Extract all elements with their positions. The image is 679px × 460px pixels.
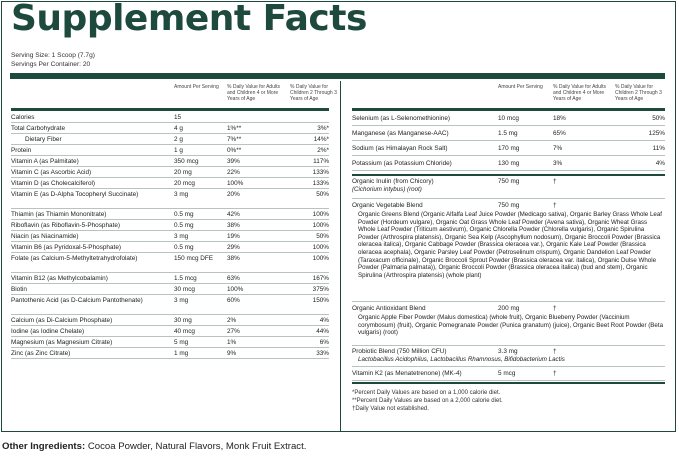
nutrient-row: [11, 284, 329, 295]
nutrient-name: Sodium (as Himalayan Rock Salt): [352, 145, 448, 152]
nutrient-amount: 20 mcg: [174, 180, 195, 187]
nutrient-amount: 20 mg: [174, 169, 192, 176]
antioxidant-blend: [352, 304, 665, 346]
nutrient-dv-adult: 3%: [553, 160, 563, 167]
nutrient-row: [11, 209, 329, 220]
nutrient-row: [11, 220, 329, 231]
inulin-amount: 750 mg: [498, 178, 520, 185]
nutrient-name: Vitamin C (as Ascorbic Acid): [11, 169, 92, 176]
nutrient-row: [352, 157, 665, 171]
nutrient-name: Iodine (as Iodine Chelate): [11, 328, 85, 335]
nutrient-amount: 130 mg: [498, 160, 520, 167]
nutrient-amount: 3 mg: [174, 233, 189, 240]
other-ingredients-text: Cocoa Powder, Natural Flavors, Monk Fruit Extract.: [85, 441, 307, 452]
probiotic-description: Lactobacillus Acidophilus, Lactobacillus Rhamnosus, Bifidobacterium Lactis: [358, 356, 565, 363]
nutrient-amount: 1.5 mcg: [174, 275, 197, 282]
supplement-facts-panel: [1, 1, 676, 432]
nutrient-row: [11, 156, 329, 167]
nutrient-dv-adult: 38%: [227, 255, 240, 262]
nutrient-amount: 3 mg: [174, 297, 189, 304]
nutrient-row: [11, 315, 329, 326]
nutrient-dv-child: 100%: [312, 244, 329, 251]
nutrient-name: Folate (as Calcium-5-Methyltetrahydrofolate): [11, 255, 138, 262]
nutrient-amount: 350 mcg: [174, 158, 199, 165]
inulin-name: Organic Inulin (from Chicory): [352, 178, 434, 185]
nutrient-amount: 5 mg: [174, 339, 189, 346]
nutrient-row: [11, 326, 329, 337]
nutrient-dv-child: 14%*: [313, 136, 329, 143]
nutrient-row: [11, 189, 329, 209]
nutrient-dv-adult: 100%: [227, 180, 244, 187]
nutrient-name: Riboflavin (as Riboflavin-5-Phosphate): [11, 222, 121, 229]
header-dv-adult-right: % Daily Value for Adults and Children 4 or More Years of Age: [553, 84, 606, 102]
nutrient-amount: 1 mg: [174, 350, 189, 357]
header-divider-right: [352, 108, 665, 111]
nutrient-row: [352, 112, 665, 126]
nutrient-dv-adult: 2%: [227, 317, 237, 324]
nutrient-dv-child: 133%: [312, 180, 329, 187]
probiotic-name: Probiotic Blend (750 Million CFU): [352, 348, 447, 355]
nutrient-amount: 150 mcg DFE: [174, 255, 214, 262]
nutrient-dv-child: 11%: [652, 145, 665, 152]
nutrient-dv-adult: 65%: [553, 130, 566, 137]
nutrient-dv-adult: 7%: [553, 145, 563, 152]
nutrient-dv-child: 44%: [316, 328, 329, 335]
footnote-2: **Percent Daily Values are based on a 2,000 calorie diet.: [352, 398, 503, 404]
nutrient-dv-child: 3%*: [317, 125, 329, 132]
vegetable-blend-description: Organic Greens Blend (Organic Alfalfa Leaf Juice Powder (Medicago sativa), Organic Barley Grass Whole Leaf Powder (Hordeum vulgare), Organic Oat Grass Whole Leaf Powder (Avena sativa), Organic Wheat Grass Whole Leaf Powder (Triticum aestivum), Organic Chlorella Powder (Chlorella vulgaris), Organic Spirulina Powder (Arthrospira platensis), Organic Sea Kelp (Ascophyllum nodosum), Organic Broccoli Powder (Brassica oleracea italica), Organic Cabbage Powder (Brassica oleracea var.), Organic Kale Leaf Powder (Brassica oleracea acephala), Organic Parsley Leaf Powder (Petroselinum crispum), Organic Dandelion Leaf Powder (Taraxacum officinale), Organic Broccoli Sprout Powder (Brassica oleracea var. italica), Organic Dulse Whole Powder (Palmaria palmata)), Organic Broccoli Powder (Brassica oleracea italica) (bud and stem), Organic Spirulina (Arthrospira platensis) (whole plant): [358, 211, 663, 279]
nutrient-row: [11, 231, 329, 242]
nutrient-row: [11, 123, 329, 134]
nutrient-name: Calories: [11, 114, 35, 121]
inulin-dv: †: [553, 178, 557, 185]
inulin-row: [352, 177, 665, 199]
nutrient-amount: 170 mg: [498, 145, 520, 152]
nutrient-name: Manganese (as Manganese-AAC): [352, 130, 449, 137]
nutrient-name: Vitamin B12 (as Methylcobalamin): [11, 275, 108, 282]
nutrient-amount: 2 g: [174, 136, 183, 143]
nutrient-dv-adult: 7%**: [227, 136, 242, 143]
nutrient-name: Potassium (as Potassium Chloride): [352, 160, 452, 167]
vegetable-blend-name: Organic Vegetable Blend: [352, 202, 423, 209]
nutrient-row: [11, 253, 329, 273]
nutrient-dv-adult: 42%: [227, 211, 240, 218]
servings-per-container: Servings Per Container: 20: [11, 61, 91, 68]
nutrient-dv-adult: 1%**: [227, 125, 242, 132]
nutrient-dv-child: 6%: [319, 339, 329, 346]
nutrient-name: Total Carbohydrate: [11, 125, 65, 132]
vitamin-k2-row: [352, 369, 665, 381]
nutrient-dv-adult: 18%: [553, 115, 566, 122]
antioxidant-blend-name: Organic Antioxidant Blend: [352, 305, 426, 312]
nutrient-dv-child: 375%: [312, 286, 329, 293]
nutrient-dv-child: 150%: [312, 297, 329, 304]
nutrient-dv-child: 50%: [316, 191, 329, 198]
nutrient-dv-adult: 29%: [227, 244, 240, 251]
nutrient-dv-child: 100%: [312, 211, 329, 218]
nutrient-name: Protein: [11, 147, 32, 154]
nutrient-amount: 15: [174, 114, 182, 121]
header-divider: [11, 108, 329, 111]
nutrient-amount: 0.5 mg: [174, 244, 194, 251]
footnote-3: †Daily Value not established.: [352, 406, 429, 412]
nutrient-amount: 30 mcg: [174, 286, 195, 293]
nutrient-dv-child: 4%: [319, 317, 329, 324]
footnote-1: *Percent Daily Values are based on a 1,000 calorie diet.: [352, 390, 501, 396]
header-dv-child: % Daily Value for Children 2 Through 3 Years of Age: [290, 84, 337, 102]
antioxidant-blend-amount: 200 mg: [498, 305, 520, 312]
nutrient-name: Vitamin E (as D-Alpha Tocopheryl Succinate): [11, 191, 139, 198]
nutrient-dv-adult: 20%: [227, 191, 240, 198]
nutrient-row: [11, 134, 329, 145]
nutrient-row: [352, 127, 665, 141]
nutrient-name: Selenium (as L-Selenomethionine): [352, 115, 451, 122]
antioxidant-blend-description: Organic Apple Fiber Powder (Malus domestica) (whole fruit), Organic Blueberry Powder (Vaccinium corymbosum) (fruit), Organic Pomegranate Powder (Punica granatum) (juice), Organic Beet Root Powder (Beta vulgaris) (root): [358, 314, 664, 337]
nutrient-amount: 30 mg: [174, 317, 192, 324]
probiotic-blend: [352, 347, 665, 367]
nutrient-name: Magnesium (as Magnesium Citrate): [11, 339, 113, 346]
nutrient-row: [11, 273, 329, 284]
nutrient-name: Biotin: [11, 286, 27, 293]
nutrient-amount: 1 g: [174, 147, 183, 154]
header-dv-child-right: % Daily Value for Children 2 Through 3 Years of Age: [615, 84, 662, 102]
nutrient-amount: 1.5 mg: [498, 130, 518, 137]
nutrient-row: [11, 112, 329, 123]
nutrient-dv-child: 2%*: [317, 147, 329, 154]
section-divider: [352, 174, 665, 176]
other-ingredients: [2, 441, 306, 452]
nutrient-row: [11, 145, 329, 156]
nutrient-row: [11, 295, 329, 315]
nutrient-dv-adult: 19%: [227, 233, 240, 240]
nutrient-row: [11, 337, 329, 348]
nutrient-dv-adult: 100%: [227, 286, 244, 293]
nutrient-name: Vitamin D (as Cholecalciferol): [11, 180, 96, 187]
column-separator: [340, 81, 341, 432]
nutrient-dv-child: 133%: [312, 169, 329, 176]
nutrient-name: Vitamin B6 (as Pyridoxal-5-Phosphate): [11, 244, 121, 251]
nutrient-dv-child: 167%: [312, 275, 329, 282]
nutrient-dv-adult: 27%: [227, 328, 240, 335]
vegetable-blend: [352, 201, 665, 302]
vegetable-blend-amount: 750 mg: [498, 202, 520, 209]
k2-name: Vitamin K2 (as Menatetrenone) (MK-4): [352, 370, 462, 377]
nutrient-dv-child: 125%: [648, 130, 665, 137]
nutrient-name: Thiamin (as Thiamin Mononitrate): [11, 211, 107, 218]
header-amount: Amount Per Serving: [174, 84, 219, 90]
nutrient-dv-adult: 38%: [227, 222, 240, 229]
panel-title: Supplement Facts: [11, 0, 367, 39]
nutrient-dv-adult: 60%: [227, 297, 240, 304]
probiotic-dv: †: [553, 348, 557, 355]
antioxidant-blend-dv: †: [553, 305, 557, 312]
nutrient-name: Niacin (as Niacinamide): [11, 233, 79, 240]
nutrient-name: Vitamin A (as Palmitate): [11, 158, 79, 165]
nutrient-dv-adult: 1%: [227, 339, 237, 346]
nutrient-row: [11, 167, 329, 178]
header-dv-adult: % Daily Value for Adults and Children 4 or More Years of Age: [227, 84, 280, 102]
nutrient-dv-adult: 22%: [227, 169, 240, 176]
nutrient-dv-child: 50%: [652, 115, 665, 122]
nutrient-name: Pantothenic Acid (as D-Calcium Pantothenate): [11, 297, 143, 304]
k2-dv: †: [553, 370, 557, 377]
nutrient-dv-adult: 39%: [227, 158, 240, 165]
serving-size: Serving Size: 1 Scoop (7.7g): [11, 52, 95, 59]
nutrient-amount: 3 mg: [174, 191, 189, 198]
nutrient-dv-adult: 9%: [227, 350, 237, 357]
nutrient-dv-child: 100%: [312, 255, 329, 262]
nutrient-dv-child: 50%: [316, 233, 329, 240]
header-amount-right: Amount Per Serving: [498, 84, 543, 90]
nutrient-dv-child: 33%: [316, 350, 329, 357]
nutrient-row: [11, 178, 329, 189]
other-ingredients-label: Other Ingredients:: [2, 441, 86, 452]
footer-divider: [352, 382, 665, 384]
nutrient-name: Zinc (as Zinc Citrate): [11, 350, 71, 357]
nutrient-row: [352, 142, 665, 156]
vegetable-blend-dv: †: [553, 202, 557, 209]
nutrient-dv-child: 100%: [312, 222, 329, 229]
nutrient-name: Dietary Fiber: [25, 136, 62, 143]
k2-amount: 5 mcg: [498, 370, 516, 377]
nutrient-row: [11, 348, 329, 359]
nutrient-amount: 40 mcg: [174, 328, 195, 335]
nutrient-dv-child: 4%: [655, 160, 665, 167]
nutrient-name: Calcium (as Di-Calcium Phosphate): [11, 317, 113, 324]
inulin-sub: (Cichorium intybus) (root): [352, 186, 422, 193]
nutrient-dv-child: 117%: [313, 158, 329, 165]
nutrient-amount: 10 mcg: [498, 115, 519, 122]
nutrient-amount: 0.5 mg: [174, 222, 194, 229]
nutrient-row: [11, 242, 329, 253]
thick-divider: [10, 73, 665, 79]
nutrient-amount: 0.5 mg: [174, 211, 194, 218]
nutrient-dv-adult: 0%**: [227, 147, 242, 154]
nutrient-amount: 4 g: [174, 125, 183, 132]
nutrient-dv-adult: 63%: [227, 275, 240, 282]
probiotic-amount: 3.3 mg: [498, 348, 518, 355]
